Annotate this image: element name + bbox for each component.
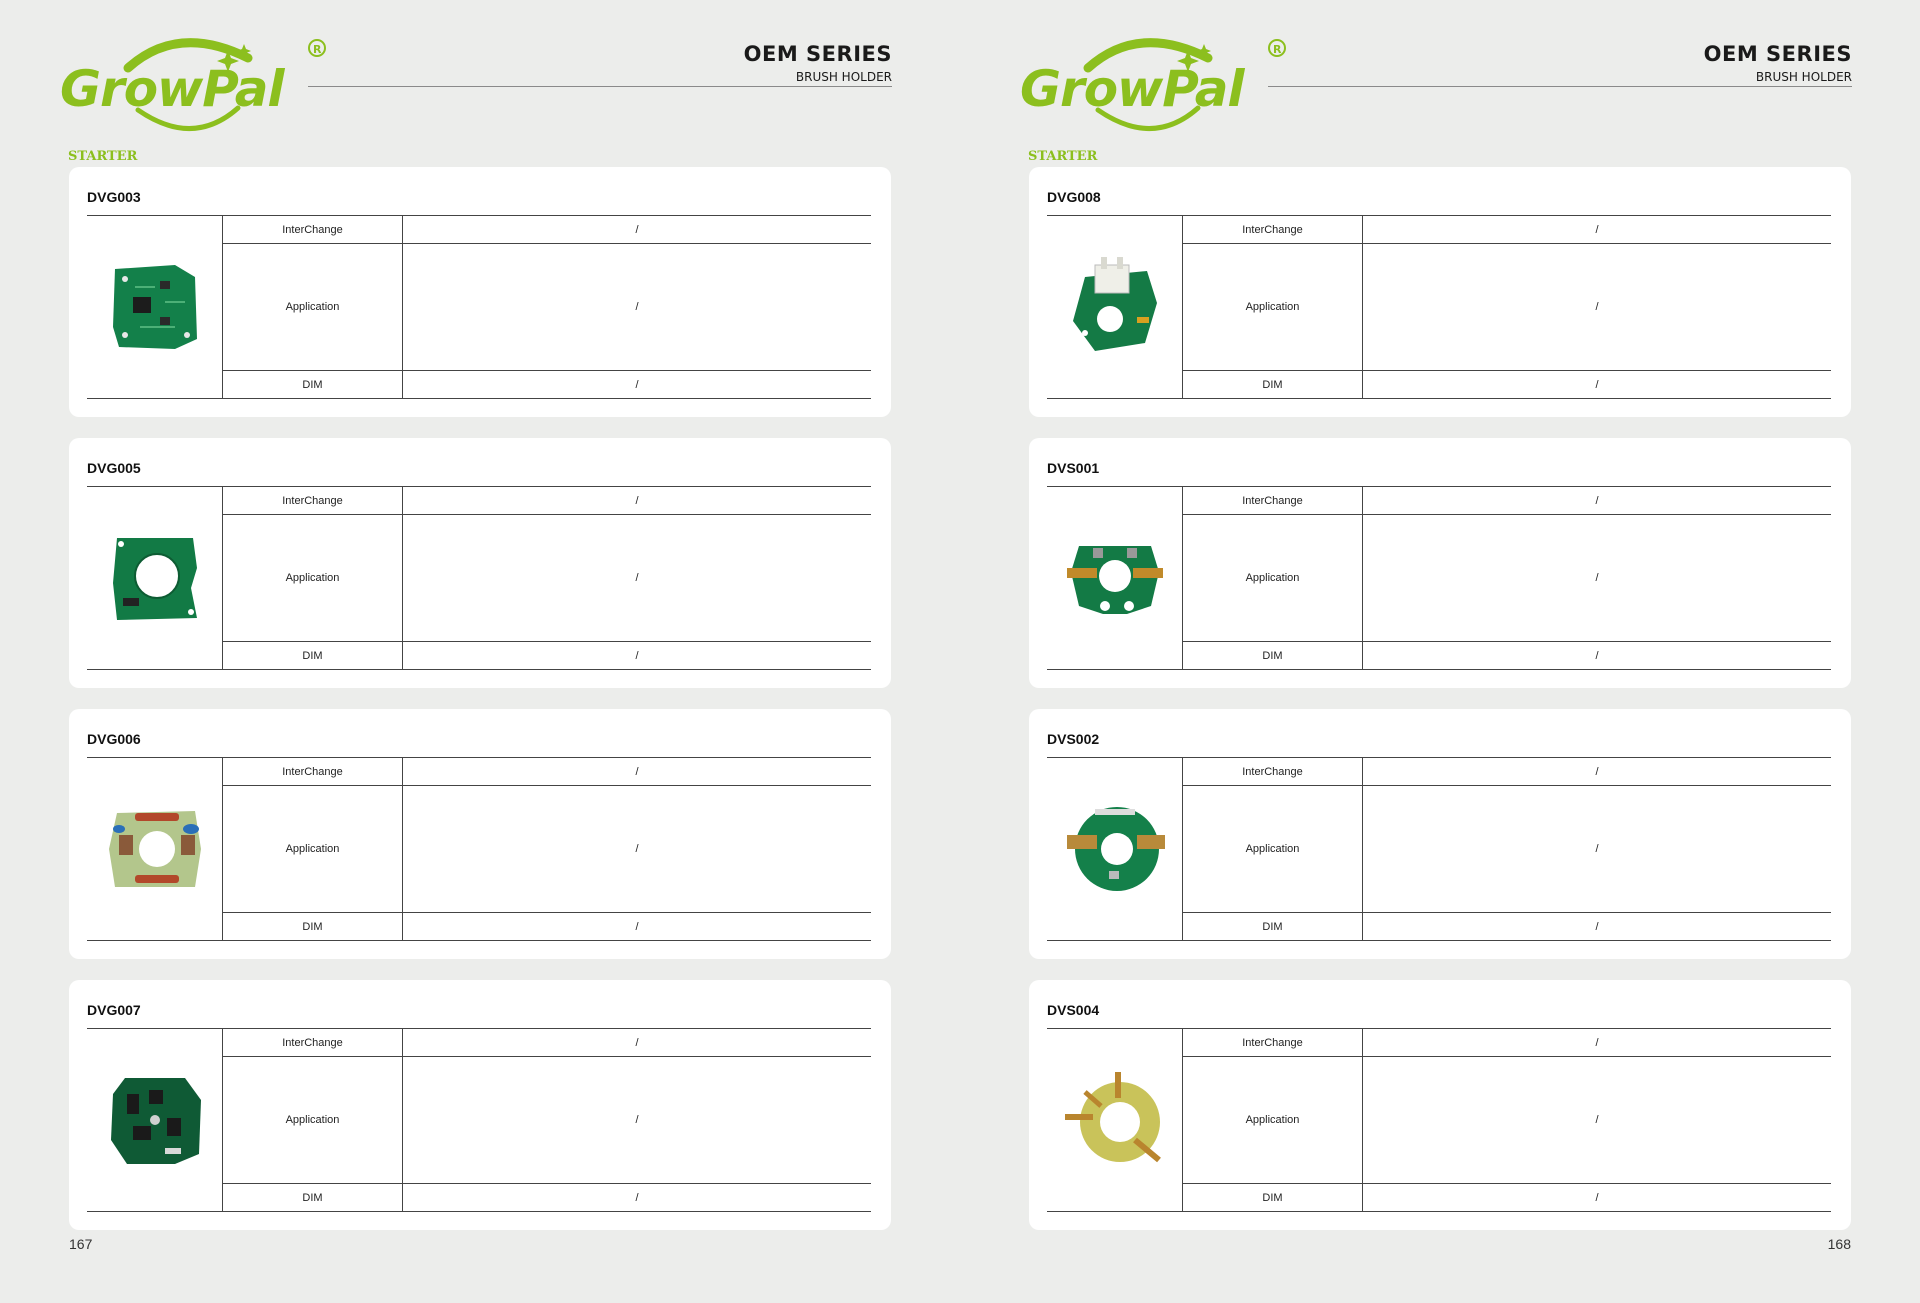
application-row [1183,786,1831,913]
application-label: Application [223,786,403,912]
series-heading [744,42,892,84]
dim-label: DIM [223,371,403,398]
spec-table [1047,486,1831,670]
growpal-logo [58,28,338,138]
spec-table [87,486,871,670]
application-row [223,515,871,642]
page-number: 168 [1827,1236,1851,1252]
series-subtitle: BRUSH HOLDER [795,70,892,84]
product-card [69,709,891,959]
spec-table [1047,757,1831,941]
interchange-label: InterChange [223,1029,403,1056]
application-value: / [635,572,639,584]
interchange-value: / [635,1036,639,1049]
dim-row [223,642,871,669]
product-photo-cell [1047,1029,1183,1211]
application-value: / [635,1114,639,1126]
product-photo [105,528,205,628]
product-code: DVG003 [87,189,141,205]
product-photo [105,257,205,357]
interchange-label: InterChange [223,758,403,785]
product-card [1029,167,1851,417]
product-photo-cell [87,487,223,669]
product-code: DVS004 [1047,1002,1100,1018]
interchange-row [223,1029,871,1057]
product-card [1029,438,1851,688]
product-code: DVG008 [1047,189,1101,205]
application-row [1183,515,1831,642]
application-row [223,786,871,913]
product-code: DVS002 [1047,731,1100,747]
product-photo [1065,1070,1165,1170]
application-label: Application [223,1057,403,1183]
dim-row [1183,913,1831,940]
interchange-value: / [635,223,639,236]
application-label: Application [1183,786,1363,912]
interchange-label: InterChange [223,487,403,514]
product-card [1029,980,1851,1230]
product-card [69,438,891,688]
product-photo-cell [87,1029,223,1211]
dim-value: / [1595,649,1599,662]
product-code: DVG005 [87,460,141,476]
interchange-value: / [1595,494,1599,507]
series-subtitle: BRUSH HOLDER [1755,70,1852,84]
category-label: STARTER [68,149,138,164]
application-label: Application [1183,244,1363,370]
interchange-label: InterChange [1183,487,1363,514]
product-photo [1065,799,1165,899]
spec-table [87,1028,871,1212]
product-photo-cell [87,758,223,940]
dim-row [223,1184,871,1211]
dim-label: DIM [1183,642,1363,669]
application-label: Application [223,244,403,370]
interchange-value: / [635,765,639,778]
interchange-value: / [1595,765,1599,778]
header-rule [308,86,892,87]
dim-label: DIM [1183,913,1363,940]
interchange-row [1183,1029,1831,1057]
logo-graphic [58,28,338,138]
interchange-value: / [1595,223,1599,236]
interchange-value: / [635,494,639,507]
product-code: DVG006 [87,731,141,747]
product-photo [105,799,205,899]
dim-value: / [1595,920,1599,933]
category-label: STARTER [1028,149,1098,164]
product-code: DVS001 [1047,460,1100,476]
product-card [69,980,891,1230]
dim-value: / [635,920,639,933]
application-value: / [635,301,639,313]
series-heading [1704,42,1852,84]
product-photo-cell [1047,216,1183,398]
header-rule [1268,86,1852,87]
dim-value: / [635,378,639,391]
dim-row [223,913,871,940]
product-card [69,167,891,417]
product-photo-cell [87,216,223,398]
dim-label: DIM [223,642,403,669]
dim-label: DIM [223,1184,403,1211]
spec-table [1047,1028,1831,1212]
product-photo [105,1070,205,1170]
product-photo-cell [1047,758,1183,940]
dim-value: / [635,1191,639,1204]
interchange-label: InterChange [1183,216,1363,243]
product-code: DVG007 [87,1002,141,1018]
series-title: OEM SERIES [1703,42,1852,66]
dim-row [1183,642,1831,669]
logo-graphic [1018,28,1298,138]
dim-label: DIM [1183,1184,1363,1211]
dim-value: / [1595,378,1599,391]
spec-table [87,215,871,399]
interchange-row [223,758,871,786]
application-row [1183,1057,1831,1184]
catalog-page-right [960,0,1920,1303]
application-row [223,244,871,371]
spec-table [87,757,871,941]
product-photo-cell [1047,487,1183,669]
dim-value: / [1595,1191,1599,1204]
interchange-row [1183,216,1831,244]
growpal-logo [1018,28,1298,138]
application-value: / [1595,301,1599,313]
interchange-row [223,487,871,515]
application-label: Application [1183,515,1363,641]
application-label: Application [1183,1057,1363,1183]
product-photo [1065,528,1165,628]
product-photo [1065,257,1165,357]
interchange-row [1183,758,1831,786]
dim-value: / [635,649,639,662]
series-title: OEM SERIES [743,42,892,66]
interchange-row [1183,487,1831,515]
application-row [223,1057,871,1184]
interchange-label: InterChange [1183,758,1363,785]
spec-table [1047,215,1831,399]
page-number: 167 [69,1236,93,1252]
interchange-label: InterChange [1183,1029,1363,1056]
application-row [1183,244,1831,371]
application-value: / [1595,843,1599,855]
interchange-value: / [1595,1036,1599,1049]
interchange-label: InterChange [223,216,403,243]
interchange-row [223,216,871,244]
dim-row [223,371,871,398]
application-value: / [1595,572,1599,584]
application-label: Application [223,515,403,641]
dim-row [1183,371,1831,398]
dim-label: DIM [1183,371,1363,398]
dim-label: DIM [223,913,403,940]
product-card [1029,709,1851,959]
dim-row [1183,1184,1831,1211]
application-value: / [1595,1114,1599,1126]
application-value: / [635,843,639,855]
